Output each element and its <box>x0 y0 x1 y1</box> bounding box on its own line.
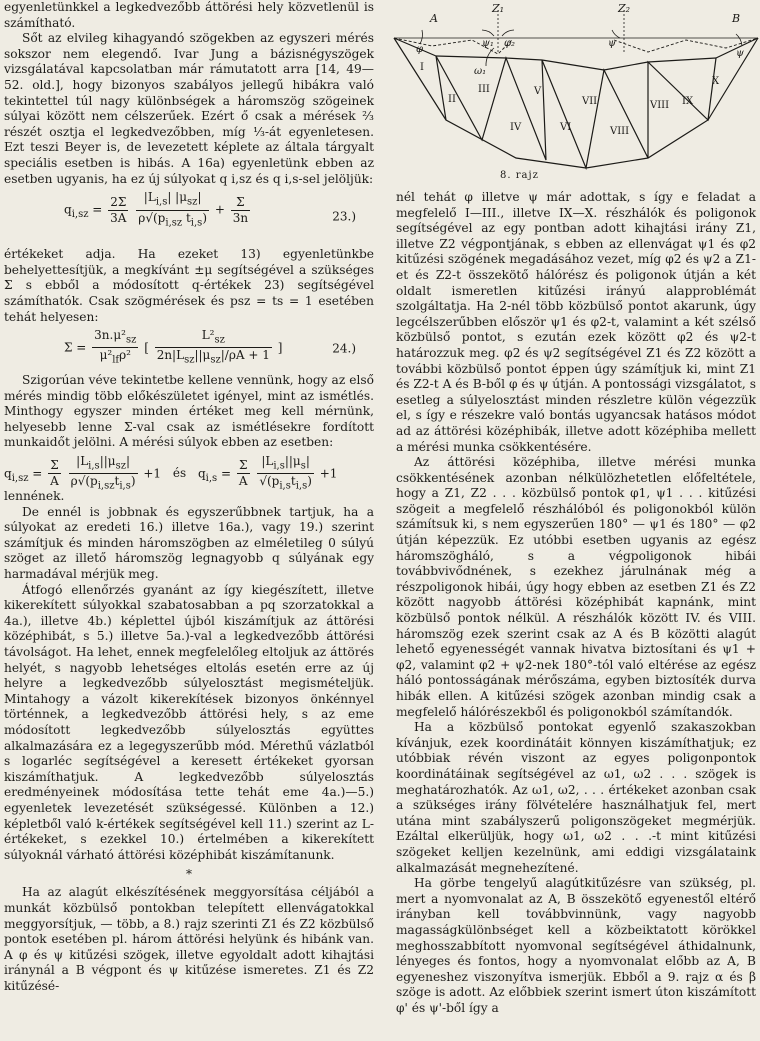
left-paragraph-7: Átfogó ellenőrzés gyanánt az így kiegészített, illetve kikerekített súlyokkal szabatosabban a pq szorzatokkal a 4a.), illetve 4b.) képlettel újból kiszámítjuk az áttörési középhibát, s 5.) illetve 5a.)-val a legkedvezőbb áttörési távolságot. Ha lehet, ennek megfelelőleg eltoljuk az áttörés helyét, s nagyobb lehetséges eltolás esetén erre az új helyre a legkedvezőbb súlyelosztást megismételjük. Mintahogy a vázolt kikerekítések bizonyos önkénnyel történnek, a legkedvezőbb áttörési hely, s az eme módosított legkedvezőbb súlyelosztás együttes alkalmazására ez a legegyszerűbb mód. Mérethű vázlatból s logarléc segítségével a keresett értékeket gyorsan kiszámíthatjuk. A legkedvezőbb súlyelosztás eredményeinek módosítása tette tehát eme 4a.)—5.) egyenletek levezetését szükségessé. Különben a 12.) képletből való k-értékek segítségével kell 11.) szerint az L-értékeket, s ezekkel 10.) értelmében a kikerekített súlyoknál várható áttörési középhibát kiszámítanunk. <box>4 582 374 862</box>
label-B: B <box>732 12 741 25</box>
label-III: III <box>478 84 490 95</box>
left-paragraph-6: De ennél is jobbnak és egyszerűbbnek tartjuk, ha a súlyokat az eredeti 16.) illetve 16a.), vagy 19.) szerint számítjuk és minden háromszögben az elméletileg 0 súlyú szöget az illető háromszög legnagyobb q súlyának egy harmadával mérjük meg. <box>4 504 374 582</box>
label-omega1: ω₁ <box>474 66 487 77</box>
label-IV: IV <box>510 122 522 133</box>
left-paragraph-5: lennének. <box>4 489 65 504</box>
label-psi: ψ <box>736 48 744 59</box>
label-psi-z2: ψ <box>608 38 616 49</box>
label-phi2: φ₂ <box>504 38 516 49</box>
label-VII: VII <box>582 96 598 107</box>
figure-caption: 8. rajz <box>500 170 539 181</box>
left-paragraph-1: egyenletünkkel a legkedvezőbb áttörési hely közvetlenül is számítható. <box>4 0 374 30</box>
label-phi: φ <box>416 44 424 55</box>
triangulation-network-diagram <box>386 0 760 170</box>
label-II: II <box>448 94 456 105</box>
right-column <box>396 190 756 1016</box>
equation-weights: $q_{i,sz}$ = $\frac{\Sigma}{A}$ $\frac{|L_{i,s}||\mu_{sz}|}{\rho√(p_{i,sz}t_{i,s})}$ +1 és $q_{i,s}$ = $\frac{\Sigma}{A}$ $\frac{|L_{i,s}||\mu_s|}{√(p_{i,s}t_{i,s})}$ +1 <box>4 454 338 492</box>
label-VIII-b: VIII <box>650 100 670 111</box>
right-paragraph-3: Ha a közbülső pontokat egyenlő szakaszokban kívánjuk, ezek koordinátáit könnyen kiszámíthatjuk; ez utóbbiak révén viszont az egyes poligonpontok koordinátáinak segítségével az ω1, ω2 . . . szögek is meghatározhatók. Az ω1, ω2, . . . értékeket azonban csak a szükséges irány fölvételére használhatjuk fel, mert utána mint szabályszerű poligonszögeket megmérjük. Ezáltal elkerüljük, hogy ω1, ω2 . . .-t mint kitűzési szögeket kelljen kezelnünk, ami eddigi vizsgálataink alkalmazását megnehezítené. <box>396 720 756 875</box>
left-paragraph-8: Ha az alagút elkészítésének meggyorsítása céljából a munkát közbülső pontokban telepített ellenvágatokkal meggyorsítjuk, — több, a 8.) rajz szerinti Z1 és Z2 közbülső pontok esetében pl. három áttörési helyünk és hibánk van. A φ és ψ kitűzési szögek, illetve egyoldalt adott kihajtási iránynál a B végpont és ψ kitűzése ismeretes. Z1 és Z2 kitűzésé- <box>4 885 374 993</box>
right-paragraph-4: Ha görbe tengelyű alagútkitűzésre van szükség, pl. mert a nyomvonalat az A, B összekötő egyenestől eltérő irányban kell továbbvinnünk, vagy nagyobb magasságkülönbséget kell a közbeiktatott körökkel meghosszabbított nyomvonal segítségével áthidalnunk, lényeges és fontos, hogy a nyomvonalat előbb az A, B egyeneshez viszonyítva ismerjük. Ebből a 9. rajz α és β szöge is adott. Az előbbiek szerint ismert úton kiszámított φ' és ψ'-ből így a <box>396 876 756 1015</box>
figure-8-rajz <box>386 0 760 180</box>
label-VI: VI <box>560 122 572 133</box>
label-X: X <box>712 76 720 87</box>
label-V: V <box>534 86 542 97</box>
label-A: A <box>430 12 438 25</box>
equation-23-number: 23.) <box>332 209 356 224</box>
left-paragraph-4: Szigorúan véve tekintetbe kellene vennünk, hogy az első mérés mindig több előkészületet igényel, mint az ismétlés. Minthogy egyszer minden értéket meg kell mérnünk, helyesebb lenne Σ-val csak az ismétlésekre fordított munkaidőt jelölni. A mérési súlyok ebben az esetben: <box>4 373 374 450</box>
section-separator: * <box>186 867 192 882</box>
label-Z2: Z₂ <box>618 2 631 15</box>
right-paragraph-1: nél tehát φ illetve ψ már adottak, s így e feladat a megfelelő I—III., illetve IX—X. részhálók és poligonok segítségével az egy pontban adott kihajtási irány Z1, illetve Z2 végpontjának, s ebben az ellenvágat ψ1 és φ2 kitűzési szögének megadásához vezet, míg φ2 és ψ2 a Z1-et és Z2-t összekötő hálórész és poligonok útján a két oldalt ismeretlen kitűzési irányú alapproblémát szolgáltatja. Ha 2-nél több közbülső pontot akarunk, úgy legcélszerűbben először ψ1 és φ2-t, valamint a két szélső közbülső pontot, s ezután ezek között φ2 és ψ2-t határozzuk meg. φ2 és ψ2 segítségével Z1 és Z2 között a további közbülső pontot éppen úgy számítjuk ki, mint Z1 és Z2-t A és B-ből φ és ψ útján. A pontossági vizsgálatot, s esetleg a súlyelosztást minden részletre külön végezzük el, s így e részekre való bontás ugyancsak hatásos módot ad az áttörési középhibák, illetve adott középhiba mellett a mérési munka csökkentésére. <box>396 190 756 454</box>
left-paragraph-2: Sőt az elvileg kihagyandó szögekben az egyszeri mérés sokszor nem elegendő. Ivar Jung a bázisnégyszögek vizsgálatával kapcsolatban már rámutatott arra [14, 49—52. old.], hogy bizonyos szabályos jellegű hibákra való tekintettel túl nagy különbségek a háromszög szögeinek súlyai között nem célszerűek. Ezért ő csak a mérések ⅔ részét osztja el legkedvezőbben, míg ⅓-át egyenletesen. Ezt teszi Beyer is, de levezetett képlete az általa tárgyalt speciális esetben is hibás. A 16a) egyenletünk ebben az esetben ugyanis, ha ez új súlyokat q i,sz és q i,s-sel jelöljük: <box>4 31 374 186</box>
equation-weights-and: és <box>172 466 187 481</box>
label-psi1: ψ₁ <box>482 38 494 49</box>
left-paragraph-3: értékeket adja. Ha ezeket 13) egyenletünkbe behelyettesítjük, a megkívánt ±μ segítségével a szükséges Σ s ebből a módosított q-értékek 23) segítségével számíthatók. Csak szögmérések és psz = ts = 1 esetében tehát helyesen: <box>4 247 374 324</box>
equation-24-number: 24.) <box>332 341 356 356</box>
equation-24: Σ = $\frac{3n.\mu^2_{sz}}{\mu^2_{lf}\rho^2}$ [ $\frac{L^2_{sz}}{2n|L_{sz}||\mu_{sz}|/\rho A + 1}$ ] 24.) <box>64 328 356 366</box>
right-paragraph-2: Az áttörési középhiba, illetve mérési munka csökkentésének azonban nélkülözhetetlen előfeltétele, hogy a Z1, Z2 . . . közbülső pontok φ1, ψ1 . . . kitűzési szögeit a megfelelő részhálóból és poligonokból külön számítsuk ki, s nem egyszerűen 180° — ψ1 és 180° — φ2 útján képezzük. Ez utóbbi esetben ugyanis az egész háromszögháló, s a végpoligonok hibái továbbvivődnének, s ezekhez járulnának még a részpoligonok hibái, úgy hogy ebben az esetben Z1 és Z2 között nagyobb áttörési középhibát kapnánk, mint közbülső pontok nélkül. A részhálók között IV. és VIII. háromszög ezek szerint csak az A és B közötti alagút lehető egyenességét vannak hivatva biztosítani és ψ1 + φ2, valamint φ2 + ψ2-nek 180°-tól való eltérése az egész háló pontosságának mérőszáma, egyben biztosíték durva hibák ellen. A kitűzési szögek azonban mindig csak a megfelelő hálórészekből és poligonokból számítandók. <box>396 455 756 719</box>
equation-23: $q_{i,sz}$ = $\frac{2\Sigma}{3A}$ $\frac{|L_{i,s}| |\mu_{sz}|}{\rho√(p_{i,sz} t_{i,s})}$ + $\frac{\Sigma}{3n}$ 23.) <box>64 190 356 228</box>
label-VIII: VIII <box>610 126 630 137</box>
left-column <box>4 0 374 994</box>
label-Z1: Z₁ <box>492 2 505 15</box>
label-IX: IX <box>682 96 694 107</box>
label-I: I <box>420 62 424 73</box>
